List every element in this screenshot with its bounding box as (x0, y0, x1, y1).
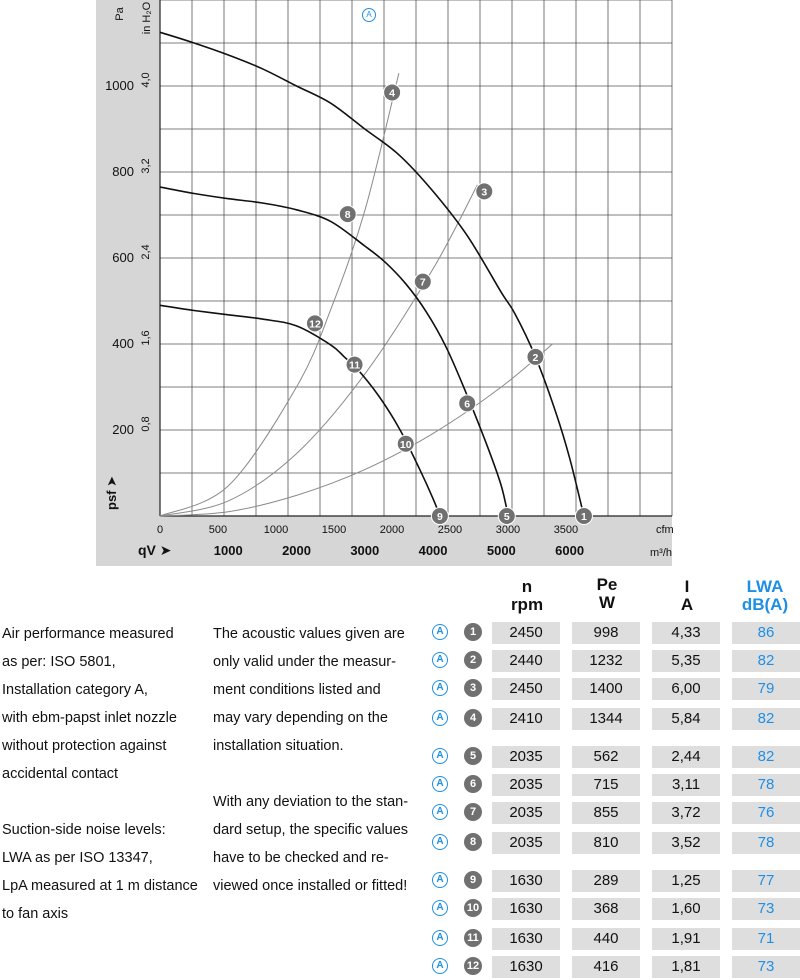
cell-power: 562 (572, 746, 640, 768)
air-note-line: Installation category A, (2, 682, 148, 698)
air-note-line: accidental contact (2, 766, 119, 782)
cell-rpm: 2035 (492, 832, 560, 854)
x-tick-m3h: 2000 (282, 543, 311, 558)
marker-a-icon: A (432, 624, 448, 640)
point-number-badge: 12 (464, 957, 482, 975)
y-tick-pa: 600 (112, 250, 134, 265)
table-row (430, 650, 800, 672)
table-row (430, 746, 800, 768)
cell-current: 1,91 (652, 928, 720, 950)
x-tick-cfm: 3500 (553, 524, 579, 536)
marker-a-icon: A (432, 804, 448, 820)
cell-rpm: 2035 (492, 774, 560, 796)
x-tick-cfm: 2500 (437, 524, 463, 536)
marker-a-icon: A (432, 748, 448, 764)
cell-current: 4,33 (652, 622, 720, 644)
x-tick-cfm: 3000 (495, 524, 521, 536)
table-row (430, 870, 800, 892)
cell-current: 1,81 (652, 956, 720, 978)
header-pe: Pe W (596, 575, 618, 612)
air-note-line: Air performance measured (2, 626, 174, 642)
cell-current: 1,25 (652, 870, 720, 892)
marker-a-icon: A (432, 930, 448, 946)
acoustic-note-line: only valid under the measur- (213, 654, 396, 670)
cell-power: 1344 (572, 708, 640, 730)
cell-sound-power: 71 (732, 928, 800, 950)
table-row (430, 928, 800, 950)
operating-point-label: 7 (419, 276, 426, 289)
y-tick-pa: 800 (112, 164, 134, 179)
noise-note (2, 816, 212, 928)
point-number-badge: 1 (464, 623, 482, 641)
operating-point-5 (498, 508, 515, 525)
x-tick-m3h: 3000 (350, 543, 380, 558)
cell-power: 1232 (572, 650, 640, 672)
acoustic-note-line: installation situation. (213, 738, 344, 754)
y-unit-inh2o: in H₂O (141, 1, 153, 35)
x-tick-cfm: 2000 (379, 524, 405, 536)
cell-rpm: 1630 (492, 870, 560, 892)
y-axis-label: psf ➤ (104, 475, 119, 510)
air-note-line: without protection against (2, 738, 167, 754)
y-unit-pa: Pa (114, 7, 126, 21)
marker-a-label: A (362, 8, 376, 22)
cell-power: 440 (572, 928, 640, 950)
x-tick-cfm: 1000 (263, 524, 289, 536)
marker-a-icon: A (432, 680, 448, 696)
marker-a-icon: A (432, 652, 448, 668)
deviation-note (213, 788, 423, 900)
acoustic-note-line: ment conditions listed and (213, 682, 381, 698)
operating-point-label: 11 (349, 359, 361, 372)
point-number-badge: 4 (464, 709, 482, 727)
y-tick-pa: 1000 (105, 78, 134, 93)
operating-point-7 (414, 273, 431, 290)
cell-rpm: 2035 (492, 802, 560, 824)
marker-a-icon: A (432, 958, 448, 974)
operating-point-6 (459, 395, 476, 412)
cell-current: 1,60 (652, 898, 720, 920)
noise-note-line: to fan axis (2, 906, 69, 922)
header-n: n rpm (510, 577, 544, 614)
cell-sound-power: 82 (732, 650, 800, 672)
operating-point-label: 10 (399, 438, 412, 451)
acoustic-note (213, 620, 423, 760)
cell-sound-power: 79 (732, 678, 800, 700)
cell-current: 5,84 (652, 708, 720, 730)
marker-a-icon: A (432, 900, 448, 916)
operating-point-8 (339, 206, 356, 223)
table-row (430, 802, 800, 824)
cell-rpm: 2035 (492, 746, 560, 768)
cell-current: 3,11 (652, 774, 720, 796)
cell-sound-power: 73 (732, 898, 800, 920)
cell-power: 715 (572, 774, 640, 796)
operating-point-label: 8 (344, 209, 351, 222)
table-row (430, 774, 800, 796)
x-tick-cfm: 1500 (321, 524, 347, 536)
table-row (430, 832, 800, 854)
noise-note-line: Suction-side noise levels: (2, 822, 166, 838)
cell-sound-power: 82 (732, 746, 800, 768)
y-tick-inh2o: 4,0 (140, 72, 152, 88)
table-row (430, 898, 800, 920)
point-number-badge: 6 (464, 775, 482, 793)
table-row (430, 708, 800, 730)
operating-point-label: 12 (309, 318, 321, 331)
operating-point-label: 1 (581, 511, 587, 523)
cell-power: 855 (572, 802, 640, 824)
cell-power: 1400 (572, 678, 640, 700)
table-row (430, 956, 800, 978)
acoustic-note-line: The acoustic values given are (213, 626, 405, 642)
point-number-badge: 8 (464, 833, 482, 851)
deviation-note-line: With any deviation to the stan- (213, 794, 409, 810)
cell-power: 368 (572, 898, 640, 920)
point-number-badge: 10 (464, 899, 482, 917)
cell-rpm: 1630 (492, 928, 560, 950)
cell-sound-power: 78 (732, 774, 800, 796)
table-row (430, 678, 800, 700)
x-axis-label: qV ➤ (138, 542, 172, 558)
cell-current: 3,52 (652, 832, 720, 854)
y-tick-inh2o: 2,4 (140, 244, 152, 260)
deviation-note-line: dard setup, the specific values (213, 822, 409, 838)
header-lwa: LWA dB(A) (741, 577, 789, 614)
air-note-line: with ebm-papst inlet nozzle (2, 710, 177, 726)
operating-point-3 (476, 183, 493, 200)
operating-point-label: 6 (464, 398, 471, 411)
operating-point-label: 3 (481, 186, 488, 199)
operating-point-1 (575, 508, 592, 525)
point-number-badge: 2 (464, 651, 482, 669)
noise-note-line: LWA as per ISO 13347, (2, 850, 153, 866)
cell-rpm: 1630 (492, 956, 560, 978)
operating-point-12 (306, 315, 323, 332)
cell-sound-power: 77 (732, 870, 800, 892)
point-number-badge: 7 (464, 803, 482, 821)
y-tick-pa: 400 (112, 336, 134, 351)
point-number-badge: 3 (464, 679, 482, 697)
deviation-note-line: have to be checked and re- (213, 850, 389, 866)
cell-power: 416 (572, 956, 640, 978)
x-tick-m3h: 4000 (418, 543, 448, 558)
cell-current: 2,44 (652, 746, 720, 768)
cell-power: 810 (572, 832, 640, 854)
marker-a-icon: A (432, 776, 448, 792)
cell-rpm: 1630 (492, 898, 560, 920)
y-tick-pa: 200 (112, 422, 134, 437)
x-unit-cfm: cfm (656, 524, 674, 536)
air-note-line: as per: ISO 5801, (2, 654, 116, 670)
x-tick-m3h: 6000 (555, 543, 585, 558)
deviation-note-line: viewed once installed or fitted! (213, 878, 408, 894)
operating-point-9 (431, 508, 448, 525)
table-row (430, 622, 800, 644)
point-number-badge: 11 (464, 929, 482, 947)
x-tick-m3h: 5000 (486, 543, 516, 558)
cell-rpm: 2410 (492, 708, 560, 730)
operating-point-label: 9 (436, 511, 443, 523)
marker-a-icon: A (432, 834, 448, 850)
cell-rpm: 2450 (492, 678, 560, 700)
y-tick-inh2o: 1,6 (140, 330, 152, 346)
y-tick-inh2o: 0,8 (140, 416, 152, 432)
cell-rpm: 2450 (492, 622, 560, 644)
noise-note-line: LpA measured at 1 m distance (2, 878, 198, 894)
operating-point-label: 4 (389, 87, 396, 100)
operating-point-label: 5 (503, 511, 510, 523)
acoustic-note-line: may vary depending on the (213, 710, 388, 726)
y-tick-inh2o: 3,2 (140, 158, 152, 174)
air-performance-note (2, 620, 207, 788)
cell-sound-power: 76 (732, 802, 800, 824)
cell-current: 6,00 (652, 678, 720, 700)
cell-sound-power: 82 (732, 708, 800, 730)
x-tick-m3h: 1000 (213, 543, 243, 558)
operating-point-2 (527, 348, 544, 365)
header-i: I A (680, 577, 694, 614)
point-number-badge: 9 (464, 871, 482, 889)
cell-sound-power: 86 (732, 622, 800, 644)
cell-rpm: 2440 (492, 650, 560, 672)
cell-current: 5,35 (652, 650, 720, 672)
operating-point-11 (346, 356, 363, 373)
point-number-badge: 5 (464, 747, 482, 765)
cell-current: 3,72 (652, 802, 720, 824)
operating-point-10 (397, 435, 414, 452)
cell-power: 289 (572, 870, 640, 892)
cell-sound-power: 78 (732, 832, 800, 854)
x-unit-m3h: m³/h (650, 547, 672, 559)
cell-power: 998 (572, 622, 640, 644)
marker-a-icon: A (432, 872, 448, 888)
operating-point-label: 2 (532, 351, 539, 364)
operating-point-4 (384, 84, 401, 101)
x-tick-cfm: 0 (156, 524, 164, 536)
cell-sound-power: 73 (732, 956, 800, 978)
x-tick-cfm: 500 (208, 524, 228, 536)
marker-a-icon: A (432, 710, 448, 726)
